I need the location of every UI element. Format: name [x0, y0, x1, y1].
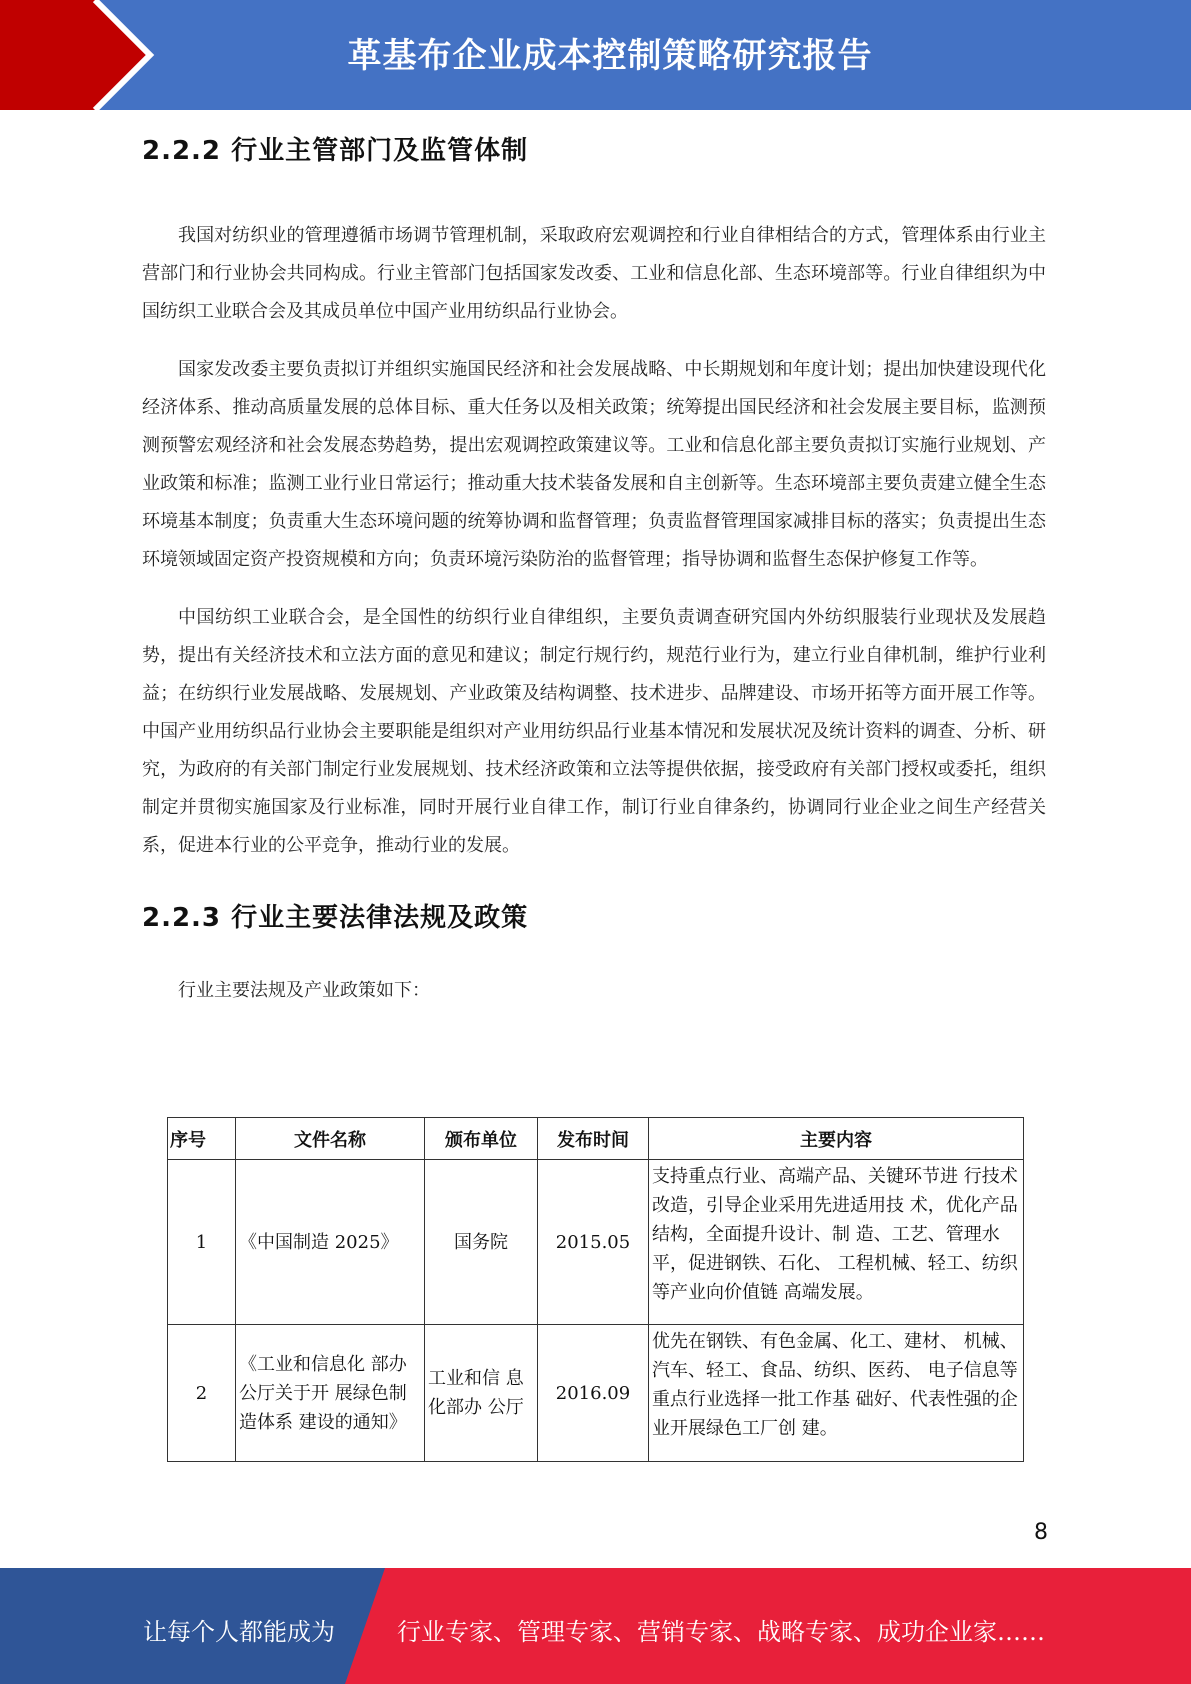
column-header-release-date: 发布时间	[538, 1118, 649, 1160]
section-heading-2-2-2: 2.2.2 行业主管部门及监管体制	[142, 136, 529, 166]
policy-table	[167, 1117, 1024, 1462]
table-row	[168, 1325, 1024, 1462]
footer-slogan-left: 让每个人都能成为	[143, 1618, 335, 1646]
paragraph: 国家发改委主要负责拟订并组织实施国民经济和社会发展战略、中长期规划和年度计划；提出加快建设现代化经济体系、推动高质量发展的总体目标、重大任务以及相关政策；统筹提出国民经济和社会发展主要目标，监测预测预警宏观经济和社会发展态势趋势，提出宏观调控政策建议等。工业和信息化部主要负责拟订实施行业规划、产业政策和标准；监测工业行业日常运行；推动重大技术装备发展和自主创新等。生态环境部主要负责建立健全生态环境基本制度；负责重大生态环境问题的统筹协调和监督管理；负责监督管理国家减排目标的落实；负责提出生态环境领域固定资产投资规模和方向；负责环境污染防治的监督管理；指导协调和监督生态保护修复工作等。	[142, 359, 1046, 570]
section-heading-2-2-3: 2.2.3 行业主要法律法规及政策	[142, 903, 529, 933]
main-content	[142, 130, 1046, 1010]
table-header-row	[168, 1118, 1024, 1160]
table-row	[168, 1160, 1024, 1325]
page-number: 8	[1034, 1520, 1048, 1545]
column-header-main-content: 主要内容	[649, 1118, 1024, 1160]
report-title: 革基布企业成本控制策略研究报告	[347, 36, 873, 76]
page-header	[0, 0, 1191, 110]
paragraph: 我国对纺织业的管理遵循市场调节管理机制，采取政府宏观调控和行业自律相结合的方式，管理体系由行业主营部门和行业协会共同构成。行业主管部门包括国家发改委、工业和信息化部、生态环境部等。行业自律组织为中国纺织工业联合会及其成员单位中国产业用纺织品行业协会。	[142, 225, 1046, 322]
table-cell-release-date: 2016.09	[538, 1325, 649, 1462]
table-cell-document-name: 《中国制造 2025》	[236, 1160, 425, 1325]
table-cell-release-date: 2015.05	[538, 1160, 649, 1325]
column-header-issuer: 颁布单位	[425, 1118, 538, 1160]
column-header-document-name: 文件名称	[236, 1118, 425, 1160]
table-cell-index: 1	[168, 1160, 236, 1325]
table-cell-document-name: 《工业和信息化 部办公厅关于开 展绿色制造体系 建设的通知》	[236, 1325, 425, 1462]
footer-slogan-right: 行业专家、管理专家、营销专家、战略专家、成功企业家……	[397, 1618, 1045, 1646]
paragraph: 行业主要法规及产业政策如下：	[178, 980, 430, 1001]
paragraph: 中国纺织工业联合会，是全国性的纺织行业自律组织，主要负责调查研究国内外纺织服装行业现状及发展趋势，提出有关经济技术和立法方面的意见和建议；制定行规行约，规范行业行为，建立行业自律机制，维护行业利益；在纺织行业发展战略、发展规划、产业政策及结构调整、技术进步、品牌建设、市场开拓等方面开展工作等。中国产业用纺织品行业协会主要职能是组织对产业用纺织品行业基本情况和发展状况及统计资料的调查、分析、研究，为政府的有关部门制定行业发展规划、技术经济政策和立法等提供依据，接受政府有关部门授权或委托，组织制定并贯彻实施国家及行业标准，同时开展行业自律工作，制订行业自律条约，协调同行业企业之间生产经营关系，促进本行业的公平竞争，推动行业的发展。	[142, 607, 1046, 856]
page-footer	[0, 1568, 1191, 1684]
table-cell-main-content: 优先在钢铁、有色金属、化工、建材、 机械、汽车、轻工、食品、纺织、医药、 电子信息等重点行业选择一批工作基 础好、代表性强的企业开展绿色工厂创 建。	[649, 1325, 1024, 1462]
table-cell-main-content: 支持重点行业、高端产品、关键环节进 行技术改造，引导企业采用先进适用技 术，优化产品结构，全面提升设计、制 造、工艺、管理水平，促进钢铁、石化、 工程机械、轻工、纺织等产业向价值链 高端发展。	[649, 1160, 1024, 1325]
table-cell-index: 2	[168, 1325, 236, 1462]
column-header-index: 序号	[168, 1118, 236, 1160]
table-cell-issuer: 国务院	[425, 1160, 538, 1325]
table-cell-issuer: 工业和信 息化部办 公厅	[425, 1325, 538, 1462]
